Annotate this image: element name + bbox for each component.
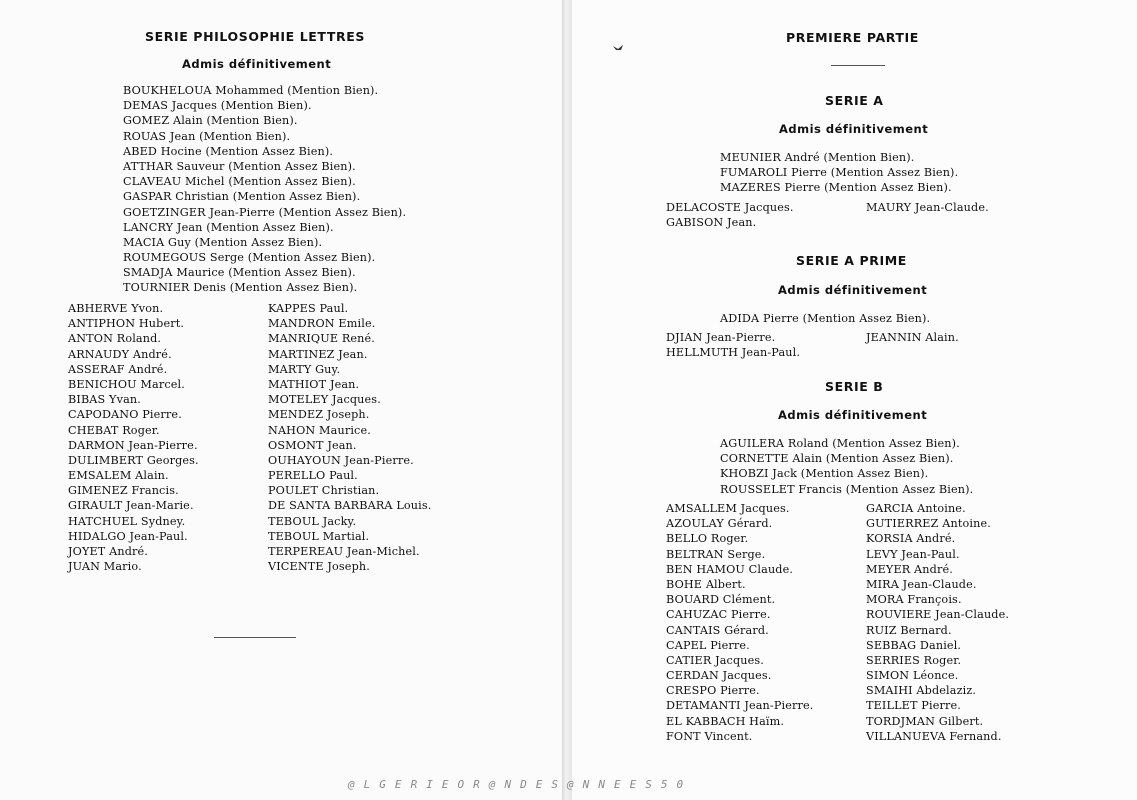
- list-item: RUIZ Bernard.: [866, 623, 952, 637]
- divider-line: [214, 637, 296, 638]
- list-item: JUAN Mario.: [68, 560, 142, 574]
- list-item: HIDALGO Jean-Paul.: [68, 529, 188, 543]
- divider-line: [831, 65, 885, 66]
- section-title-philosophie-lettres: SERIE PHILOSOPHIE LETTRES: [145, 29, 365, 44]
- list-item: LEVY Jean-Paul.: [866, 547, 960, 561]
- list-item: CATIER Jacques.: [666, 653, 765, 667]
- name-column-2: [866, 501, 1009, 744]
- list-item: DARMON Jean-Pierre.: [68, 438, 198, 452]
- list-item: HELLMUTH Jean-Paul.: [666, 346, 801, 360]
- list-item: CAPODANO Pierre.: [68, 408, 182, 422]
- section-subtitle-admis: Admis définitivement: [779, 122, 929, 136]
- name-column-1: [666, 501, 814, 744]
- list-item: OSMONT Jean.: [268, 438, 357, 452]
- mention-list: [123, 83, 406, 296]
- list-item: AZOULAY Gérard.: [666, 517, 773, 531]
- list-item: CORNETTE Alain (Mention Assez Bien).: [720, 452, 954, 466]
- list-item: FUMAROLI Pierre (Mention Assez Bien).: [720, 166, 959, 180]
- list-item: BELTRAN Serge.: [666, 547, 766, 561]
- list-item: TEBOUL Jacky.: [268, 514, 357, 528]
- section-subtitle-admis: Admis définitivement: [182, 57, 332, 71]
- list-item: GOMEZ Alain (Mention Bien).: [123, 114, 298, 128]
- list-item: DULIMBERT Georges.: [68, 453, 199, 467]
- list-item: VILLANUEVA Fernand.: [866, 729, 1002, 743]
- list-item: KHOBZI Jack (Mention Assez Bien).: [720, 467, 929, 481]
- list-item: ABED Hocine (Mention Assez Bien).: [123, 144, 334, 158]
- list-item: ABHERVE Yvon.: [68, 302, 164, 315]
- page-gutter: [562, 0, 572, 800]
- list-item: JEANNIN Alain.: [866, 331, 959, 344]
- list-item: SMADJA Maurice (Mention Assez Bien).: [123, 266, 356, 280]
- list-item: SMAIHI Abdelaziz.: [866, 684, 977, 698]
- list-item: ARNAUDY André.: [68, 347, 172, 361]
- name-column-2: [866, 200, 989, 215]
- list-item: CHEBAT Roger.: [68, 423, 160, 437]
- list-item: OUHAYOUN Jean-Pierre.: [268, 453, 414, 467]
- list-item: MATHIOT Jean.: [268, 377, 360, 391]
- list-item: SERRIES Roger.: [866, 653, 962, 667]
- list-item: BENICHOU Marcel.: [68, 377, 185, 391]
- list-item: JOYET André.: [68, 545, 148, 558]
- list-item: ASSERAF André.: [68, 362, 168, 376]
- list-item: BOHE Albert.: [666, 577, 746, 591]
- right-page: [572, 0, 1137, 800]
- list-item: DELACOSTE Jacques.: [666, 201, 794, 214]
- list-item: BELLO Roger.: [666, 532, 749, 546]
- list-item: DEMAS Jacques (Mention Bien).: [123, 99, 312, 113]
- list-item: PERELLO Paul.: [268, 469, 358, 483]
- list-item: CERDAN Jacques.: [666, 669, 772, 683]
- list-item: ANTON Roland.: [68, 332, 162, 346]
- list-item: DETAMANTI Jean-Pierre.: [666, 699, 814, 713]
- list-item: ANTIPHON Hubert.: [68, 317, 185, 331]
- list-item: CAHUZAC Pierre.: [666, 608, 771, 622]
- list-item: CAPEL Pierre.: [666, 638, 750, 652]
- list-item: CANTAIS Gérard.: [666, 623, 769, 637]
- list-item: GIMENEZ Francis.: [68, 484, 179, 498]
- mention-list: [720, 150, 958, 196]
- list-item: GARCIA Antoine.: [866, 502, 966, 515]
- name-column-1: [666, 330, 800, 360]
- list-item: VICENTE Joseph.: [268, 560, 370, 574]
- list-item: NAHON Maurice.: [268, 423, 371, 437]
- list-item: KORSIA André.: [866, 532, 956, 546]
- list-item: FONT Vincent.: [666, 729, 753, 743]
- list-item: MEUNIER André (Mention Bien).: [720, 151, 915, 164]
- section-title-serie-a-prime: SERIE A PRIME: [796, 253, 907, 268]
- list-item: KAPPES Paul.: [268, 302, 349, 315]
- list-item: MAURY Jean-Claude.: [866, 201, 989, 214]
- list-item: EMSALEM Alain.: [68, 469, 169, 483]
- list-item: ROUVIERE Jean-Claude.: [866, 608, 1010, 622]
- mention-list: [720, 436, 973, 497]
- list-item: GIRAULT Jean-Marie.: [68, 499, 194, 513]
- section-title-premiere-partie: PREMIERE PARTIE: [786, 30, 919, 45]
- section-subtitle-admis: Admis définitivement: [778, 408, 928, 422]
- list-item: MIRA Jean-Claude.: [866, 577, 977, 591]
- list-item: AGUILERA Roland (Mention Assez Bien).: [720, 437, 960, 450]
- left-page: [0, 0, 562, 800]
- ink-mark-icon: [612, 44, 624, 52]
- list-item: ROUSSELET Francis (Mention Assez Bien).: [720, 482, 974, 496]
- list-item: TOURNIER Denis (Mention Assez Bien).: [123, 281, 358, 295]
- list-item: ATTHAR Sauveur (Mention Assez Bien).: [123, 159, 356, 173]
- section-subtitle-admis: Admis définitivement: [778, 283, 928, 297]
- name-column-2: [866, 330, 959, 345]
- list-item: TORDJMAN Gilbert.: [866, 714, 984, 728]
- list-item: MENDEZ Joseph.: [268, 408, 370, 422]
- list-item: BOUKHELOUA Mohammed (Mention Bien).: [123, 84, 379, 97]
- list-item: GUTIERREZ Antoine.: [866, 517, 991, 531]
- list-item: MAZERES Pierre (Mention Assez Bien).: [720, 181, 952, 195]
- list-item: ROUAS Jean (Mention Bien).: [123, 129, 291, 143]
- list-item: BOUARD Clément.: [666, 593, 776, 607]
- list-item: CRESPO Pierre.: [666, 684, 760, 698]
- list-item: MARTINEZ Jean.: [268, 347, 368, 361]
- list-item: ADIDA Pierre (Mention Assez Bien).: [720, 312, 931, 325]
- list-item: GASPAR Christian (Mention Assez Bien).: [123, 190, 361, 204]
- name-column-1: [666, 200, 794, 230]
- list-item: TEILLET Pierre.: [866, 699, 961, 713]
- list-item: AMSALLEM Jacques.: [666, 502, 790, 515]
- list-item: CLAVEAU Michel (Mention Assez Bien).: [123, 175, 356, 189]
- list-item: SIMON Léonce.: [866, 669, 959, 683]
- list-item: MANDRON Emile.: [268, 317, 376, 331]
- list-item: MACIA Guy (Mention Assez Bien).: [123, 235, 323, 249]
- section-title-serie-b: SERIE B: [825, 379, 884, 394]
- watermark-text: @ L G E R I E O R @ N D E S @ N N E E S 5 0: [348, 778, 685, 791]
- section-title-serie-a: SERIE A: [825, 93, 884, 108]
- list-item: BIBAS Yvan.: [68, 393, 141, 407]
- list-item: EL KABBACH Haïm.: [666, 714, 785, 728]
- list-item: SEBBAG Daniel.: [866, 638, 962, 652]
- list-item: GABISON Jean.: [666, 216, 757, 230]
- name-column-1: [68, 301, 199, 574]
- list-item: TERPEREAU Jean-Michel.: [268, 545, 420, 558]
- list-item: MANRIQUE René.: [268, 332, 376, 346]
- list-item: MEYER André.: [866, 562, 953, 576]
- list-item: DJIAN Jean-Pierre.: [666, 331, 776, 344]
- list-item: LANCRY Jean (Mention Assez Bien).: [123, 220, 334, 234]
- mention-list: [720, 311, 930, 326]
- list-item: MORA François.: [866, 593, 962, 607]
- list-item: GOETZINGER Jean-Pierre (Mention Assez Bien).: [123, 205, 407, 219]
- name-column-2: [268, 301, 432, 574]
- list-item: ROUMEGOUS Serge (Mention Assez Bien).: [123, 251, 376, 265]
- list-item: BEN HAMOU Claude.: [666, 562, 794, 576]
- list-item: HATCHUEL Sydney.: [68, 514, 186, 528]
- list-item: MARTY Guy.: [268, 362, 341, 376]
- list-item: MOTELEY Jacques.: [268, 393, 381, 407]
- list-item: POULET Christian.: [268, 484, 380, 498]
- list-item: DE SANTA BARBARA Louis.: [268, 499, 432, 513]
- list-item: TEBOUL Martial.: [268, 529, 370, 543]
